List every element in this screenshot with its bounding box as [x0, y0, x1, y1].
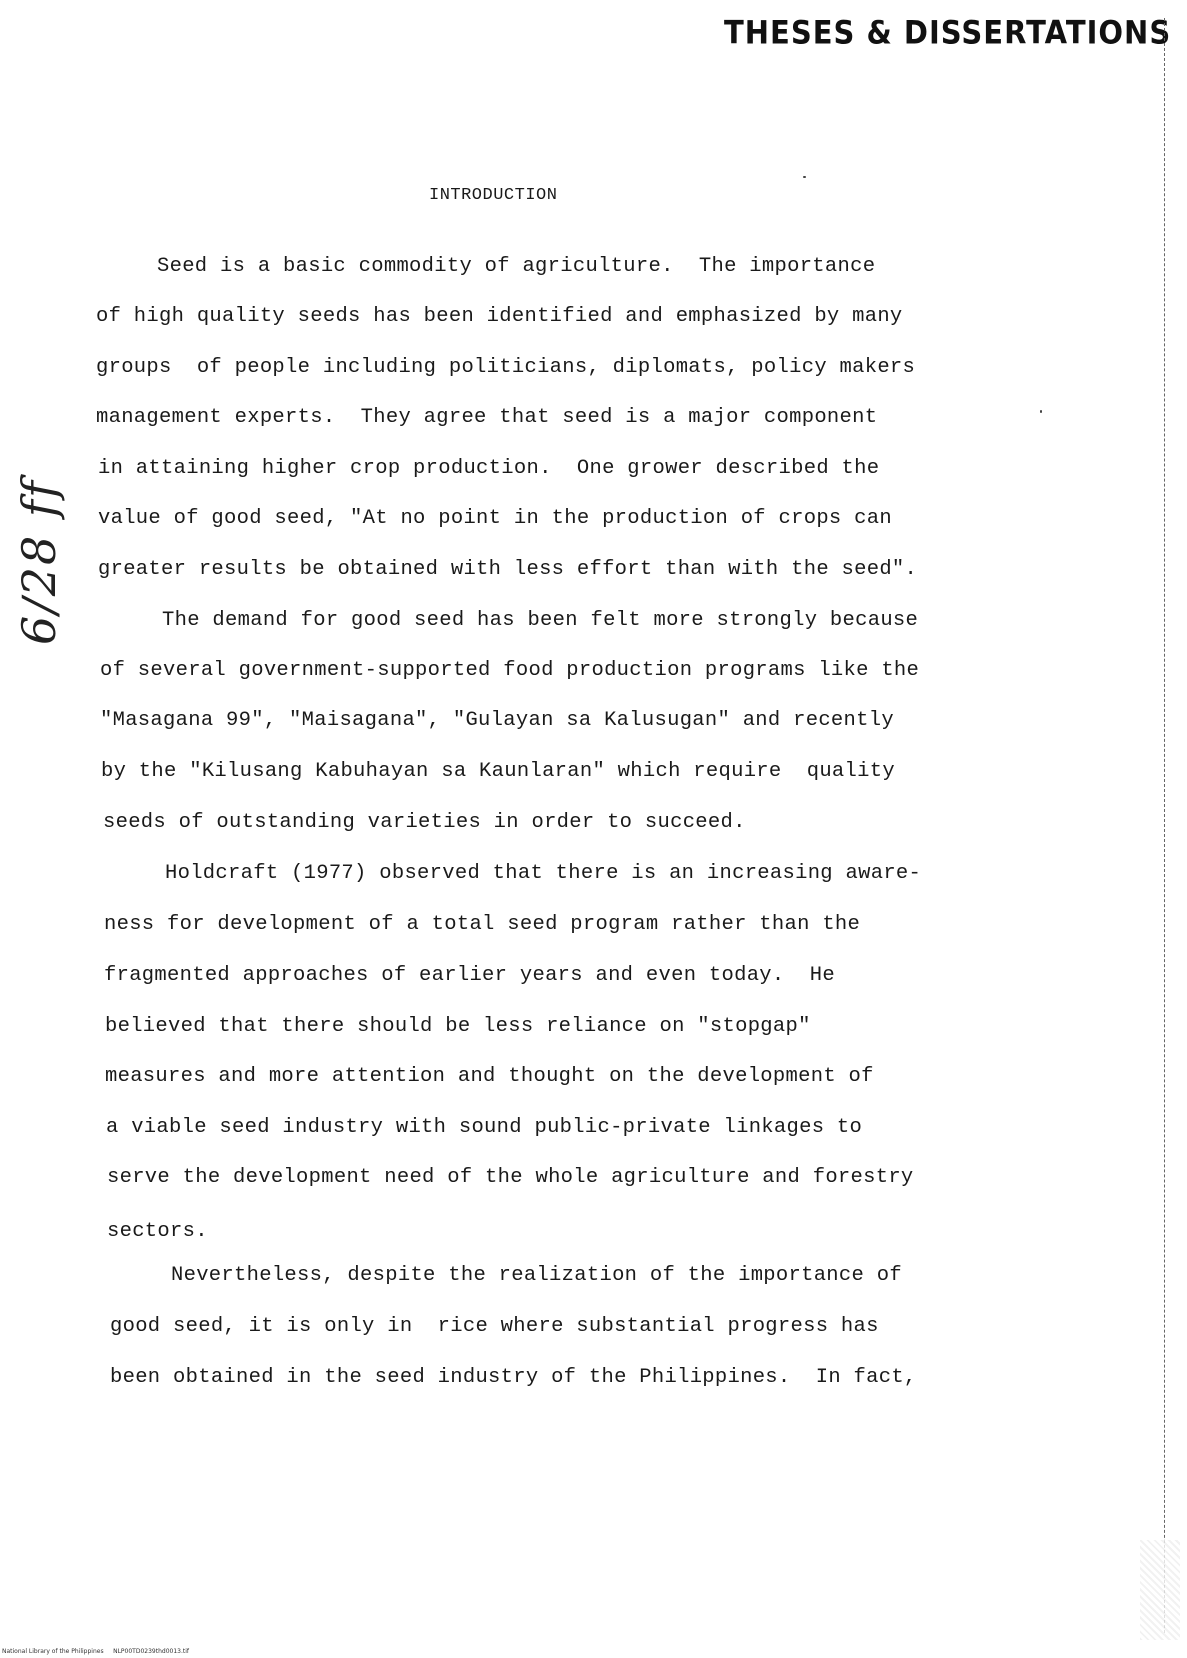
text-line: Holdcraft (1977) observed that there is an increasing aware-: [165, 862, 922, 885]
text-line: management experts. They agree that seed is a major component: [96, 406, 878, 429]
text-line: Nevertheless, despite the realization of the importance of: [171, 1264, 902, 1287]
scan-noise: [1140, 1540, 1180, 1640]
text-line: "Masagana 99", "Maisagana", "Gulayan sa Kalusugan" and recently: [100, 709, 894, 732]
text-line: greater results be obtained with less effort than with the seed".: [98, 558, 918, 581]
text-line: in attaining higher crop production. One grower described the: [98, 457, 880, 480]
text-line: ness for development of a total seed program rather than the: [104, 913, 861, 936]
scan-footer: National Library of the Philippines NLP00TD0239thd0013.tif: [2, 1648, 190, 1655]
scan-edge: [1164, 18, 1165, 1633]
text-line: been obtained in the seed industry of the Philippines. In fact,: [110, 1366, 917, 1389]
text-line: value of good seed, "At no point in the production of crops can: [98, 507, 892, 530]
text-line: by the "Kilusang Kabuhayan sa Kaunlaran" which require quality: [101, 760, 895, 783]
text-line: measures and more attention and thought on the development of: [105, 1065, 874, 1088]
theses-stamp: THESES & DISSERTATIONS: [724, 14, 1172, 52]
text-line: fragmented approaches of earlier years and even today. He: [104, 964, 835, 987]
handwritten-margin-note: 6/28 ff: [12, 479, 66, 645]
text-line: serve the development need of the whole agriculture and forestry: [107, 1166, 914, 1189]
text-line: seeds of outstanding varieties in order to succeed.: [103, 811, 746, 834]
section-title: INTRODUCTION: [429, 186, 558, 205]
scan-speck: [803, 176, 806, 178]
text-line: good seed, it is only in rice where substantial progress has: [110, 1315, 879, 1338]
text-line: Seed is a basic commodity of agriculture. The importance: [157, 255, 876, 278]
text-line: The demand for good seed has been felt more strongly because: [162, 609, 919, 632]
scan-speck: [1040, 410, 1042, 413]
text-line: a viable seed industry with sound public-private linkages to: [106, 1116, 863, 1139]
text-line: believed that there should be less reliance on "stopgap": [105, 1015, 811, 1038]
text-line: of several government-supported food production programs like the: [100, 659, 920, 682]
text-line: of high quality seeds has been identified and emphasized by many: [96, 305, 903, 328]
text-line: sectors.: [107, 1220, 208, 1243]
text-line: groups of people including politicians, diplomats, policy makers: [96, 356, 916, 379]
